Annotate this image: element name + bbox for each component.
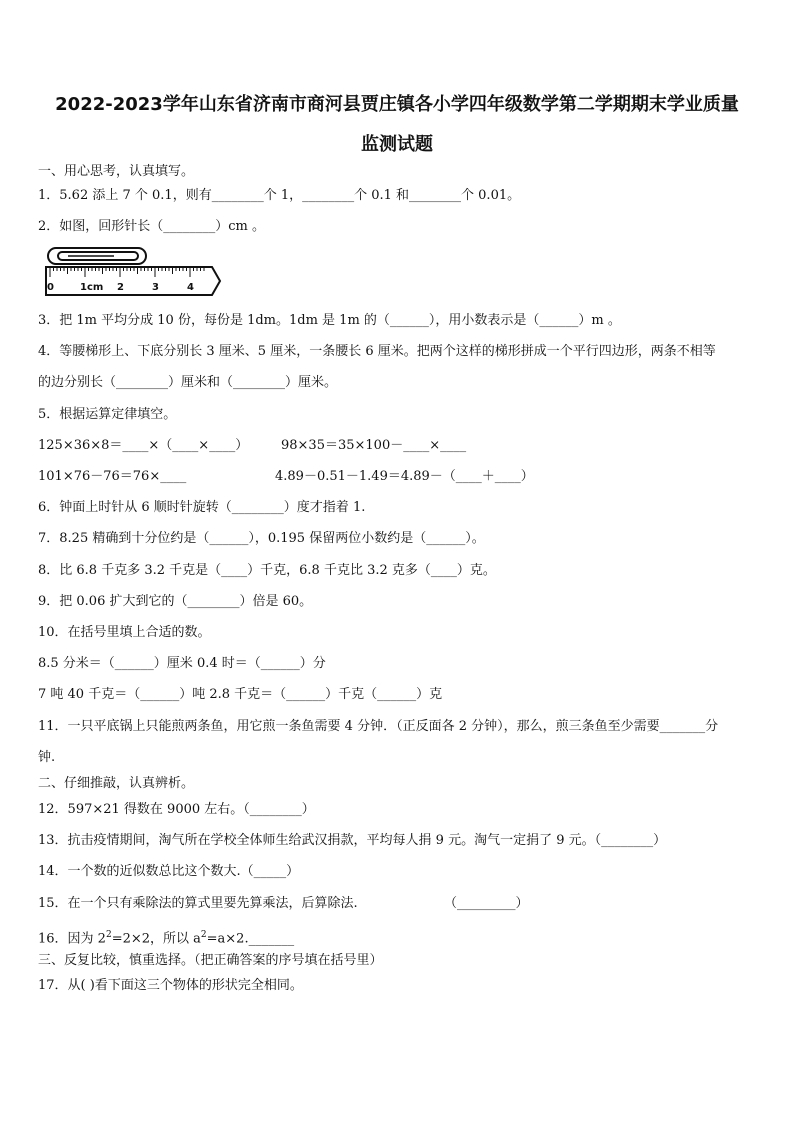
ruler-body: [46, 267, 220, 295]
question-5-item-3: 101×76－76＝76×____: [38, 469, 187, 484]
question-7: 7．8.25 精确到十分位约是（______），0.195 保留两位小数约是（______）。: [38, 531, 485, 546]
question-15: 15．在一个只有乘除法的算式里要先算乘法，后算除法.: [38, 896, 358, 911]
question-16-pre: 16．因为 2: [38, 931, 106, 947]
section-2-heading: 二、仔细推敲，认真辨析。: [38, 776, 195, 791]
ruler-label-0: 0: [47, 282, 54, 293]
question-11-line1: 11．一只平底锅上只能煎两条鱼，用它煎一条鱼需要 4 分钟．（正反面各 2 分钟），那么，煎三条鱼至少需要_______分: [38, 719, 719, 734]
paperclip-icon: [48, 248, 146, 264]
question-12: 12．597×21 得数在 9000 左右。（________）: [38, 802, 315, 817]
question-16-mid: =2×2，所以 a: [111, 931, 201, 947]
question-14: 14．一个数的近似数总比这个数大.（_____）: [38, 864, 300, 879]
question-16: [38, 927, 294, 947]
question-1: 1．5.62 添上 7 个 0.1，则有________个 1，________个 0.1 和________个 0.01。: [38, 188, 521, 203]
question-6: 6．钟面上时针从 6 顺时针旋转（________）度才指着 1.: [38, 500, 366, 515]
question-4-line1: 4．等腰梯形上、下底分别长 3 厘米、5 厘米，一条腰长 6 厘米。把两个这样的梯形拼成一个平行四边形，两条不相等: [38, 344, 716, 359]
page-title: 2022-2023学年山东省济南市商河县贾庄镇各小学四年级数学第二学期期末学业质量: [55, 94, 739, 115]
question-5-item-1: 125×36×8＝____×（____×____）: [38, 438, 249, 453]
ruler-label-4: 4: [187, 282, 194, 293]
page-title-line2: 监测试题: [361, 134, 433, 155]
question-4-line2: 的边分别长（________）厘米和（________）厘米。: [38, 375, 338, 390]
question-16-sup-2: 2: [200, 930, 207, 940]
question-11-line2: 钟.: [38, 750, 56, 765]
question-9: 9．把 0.06 扩大到它的（________）倍是 60。: [38, 594, 313, 609]
question-10-item-2: 7 吨 40 千克＝（______）吨 2.8 千克＝（______）千克（______）克: [38, 687, 443, 702]
ruler-label-3: 3: [152, 282, 159, 293]
question-16-post: =a×2._______: [206, 931, 295, 947]
question-13: 13．抗击疫情期间，淘气所在学校全体师生给武汉捐款，平均每人捐 9 元。淘气一定捐了 9 元。（________）: [38, 833, 667, 848]
question-5-item-2: 98×35＝35×100－____×____: [281, 438, 467, 453]
question-5: 5．根据运算定律填空。: [38, 407, 177, 422]
question-10: 10．在括号里填上合适的数。: [38, 625, 211, 640]
question-15-blank: （_________）: [444, 896, 529, 911]
ruler-label-2: 2: [117, 282, 124, 293]
ruler-label-1cm: 1cm: [80, 282, 104, 293]
ruler-figure: [44, 243, 226, 298]
question-16-sup-1: 2: [105, 930, 112, 940]
section-1-heading: 一、用心思考，认真填写。: [38, 164, 195, 179]
question-8: 8．比 6.8 千克多 3.2 千克是（____）千克，6.8 千克比 3.2 克多（____）克。: [38, 563, 496, 578]
question-5-item-4: 4.89－0.51－1.49＝4.89－（____＋____）: [275, 469, 534, 484]
question-3: 3．把 1m 平均分成 10 份，每份是 1dm。1dm 是 1m 的（______），用小数表示是（______）m 。: [38, 313, 621, 328]
section-3-heading: 三、反复比较，慎重选择。（把正确答案的序号填在括号里）: [38, 953, 383, 968]
question-17: 17．从( )看下面这三个物体的形状完全相同。: [38, 978, 303, 993]
question-2: 2．如图，回形针长（________）cm 。: [38, 219, 266, 234]
question-10-item-1: 8.5 分米＝（______）厘米 0.4 时＝（______）分: [38, 656, 326, 671]
